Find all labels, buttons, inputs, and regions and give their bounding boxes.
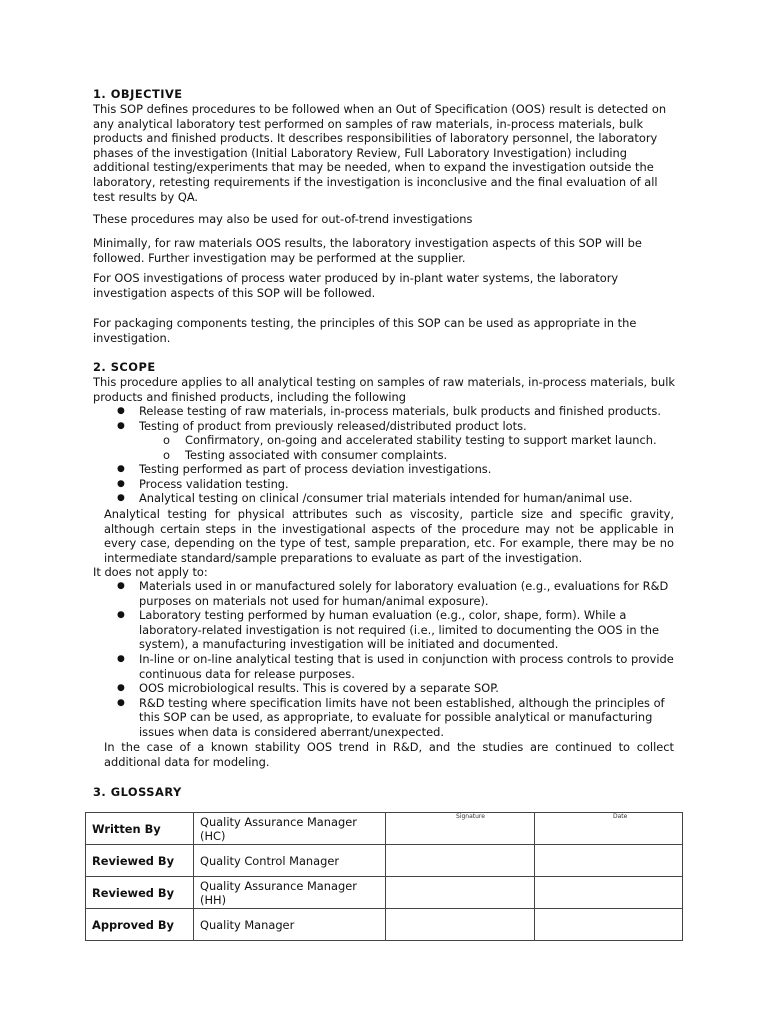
- scope-closing-note: In the case of a known stability OOS trend in R&D, and the studies are continued to collect additional data for modeling.: [104, 740, 674, 769]
- objective-water-note: For OOS investigations of process water produced by in-plant water systems, the laboratory investigation aspects of this SOP will be followed.: [93, 271, 619, 300]
- list-item: ● Materials used in or manufactured solely for laboratory evaluation (e.g., evaluations for R&D purposes on materials not used for human/animal exposure).: [117, 579, 669, 608]
- scope-include-list-cont: [117, 462, 679, 506]
- signoff-role: Quality Assurance Manager (HH): [194, 877, 386, 909]
- scope-physical-testing: Analytical testing for physical attributes such as viscosity, particle size and specific gravity, although certain steps in the investigational aspects of the procedure may not be applicable in every case, depending on the type of test, sample preparation, etc. For example, there may be no intermediate standard/sample preparations to evaluate as part of the investigation.: [104, 507, 674, 565]
- signoff-role: Quality Manager: [194, 909, 386, 941]
- list-item: ● OOS microbiological results. This is covered by a separate SOP.: [117, 681, 499, 696]
- list-item: ● Release testing of raw materials, in-process materials, bulk products and finished products.: [117, 404, 661, 418]
- scope-include-list: [117, 404, 679, 433]
- objective-paragraph: This SOP defines procedures to be followed when an Out of Specification (OOS) result is detected on any analytical laboratory test performed on samples of raw materials, in-process materials, bulk products and finished products. It describes responsibilities of laboratory personnel, the laboratory phases of the investigation (Initial Laboratory Review, Full Laboratory Investigation) including additional testing/experiments that may be needed, when to expand the investigation outside the laboratory, retesting requirements if the investigation is inconclusive and the final evaluation of all test results by QA.: [93, 102, 667, 204]
- list-item: ● In-line or on-line analytical testing that is used in conjunction with process controls to provide continuous data for release purposes.: [117, 651, 674, 681]
- scope-exclude-list: [117, 579, 679, 740]
- list-item: ● Process validation testing.: [117, 476, 289, 491]
- signature-cell[interactable]: [386, 845, 535, 877]
- list-item: o Testing associated with consumer complaints.: [163, 447, 448, 462]
- table-row: [86, 877, 683, 909]
- scope-heading: 2. SCOPE: [93, 360, 156, 374]
- date-cell[interactable]: [534, 845, 683, 877]
- objective-heading: 1. OBJECTIVE: [93, 87, 183, 101]
- table-row: [86, 845, 683, 877]
- objective-packaging-note: For packaging components testing, the principles of this SOP can be used as appropriate in the investigation.: [93, 316, 637, 345]
- signoff-table: [85, 812, 683, 941]
- scope-sub-list: [163, 433, 679, 462]
- signoff-role: Quality Assurance Manager (HC): [194, 813, 386, 845]
- signature-cell[interactable]: [386, 813, 535, 845]
- table-row: [86, 813, 683, 845]
- list-item: ● Laboratory testing performed by human evaluation (e.g., color, shape, form). While a laboratory-related investigation is not required (i.e., limited to documenting the OOS in the system), a manufacturing investigation will be initiated and documented.: [117, 608, 659, 652]
- date-cell[interactable]: [534, 813, 683, 845]
- date-column-header: Date: [613, 813, 628, 820]
- objective-raw-materials-note: Minimally, for raw materials OOS results, the laboratory investigation aspects of this SOP will be followed. Further investigation may be performed at the supplier.: [93, 236, 642, 265]
- signoff-label: Reviewed By: [86, 845, 194, 877]
- list-item: o Confirmatory, on-going and accelerated stability testing to support market launch.: [163, 433, 657, 447]
- signature-column-header: Signature: [456, 813, 485, 820]
- list-item: ● R&D testing where specification limits have not been established, although the principles of this SOP can be used, as appropriate, to evaluate for possible analytical or manufacturing issues when data is considered aberrant/unexpected.: [117, 695, 665, 739]
- table-row: [86, 909, 683, 941]
- signature-cell[interactable]: [386, 909, 535, 941]
- list-item: ● Analytical testing on clinical /consumer trial materials intended for human/animal use.: [117, 491, 633, 506]
- signoff-label: Written By: [86, 813, 194, 845]
- signature-cell[interactable]: [386, 877, 535, 909]
- scope-not-apply-label: It does not apply to:: [93, 565, 208, 579]
- list-item: ● Testing of product from previously released/distributed product lots.: [117, 418, 527, 433]
- glossary-heading: 3. GLOSSARY: [93, 785, 182, 799]
- date-cell[interactable]: [534, 909, 683, 941]
- signoff-role: Quality Control Manager: [194, 845, 386, 877]
- date-cell[interactable]: [534, 877, 683, 909]
- objective-trend-note: These procedures may also be used for out-of-trend investigations: [93, 212, 473, 226]
- scope-intro: This procedure applies to all analytical testing on samples of raw materials, in-process materials, bulk products and finished products, including the following: [93, 375, 675, 404]
- signoff-label: Reviewed By: [86, 877, 194, 909]
- signoff-label: Approved By: [86, 909, 194, 941]
- list-item: ● Testing performed as part of process deviation investigations.: [117, 462, 492, 476]
